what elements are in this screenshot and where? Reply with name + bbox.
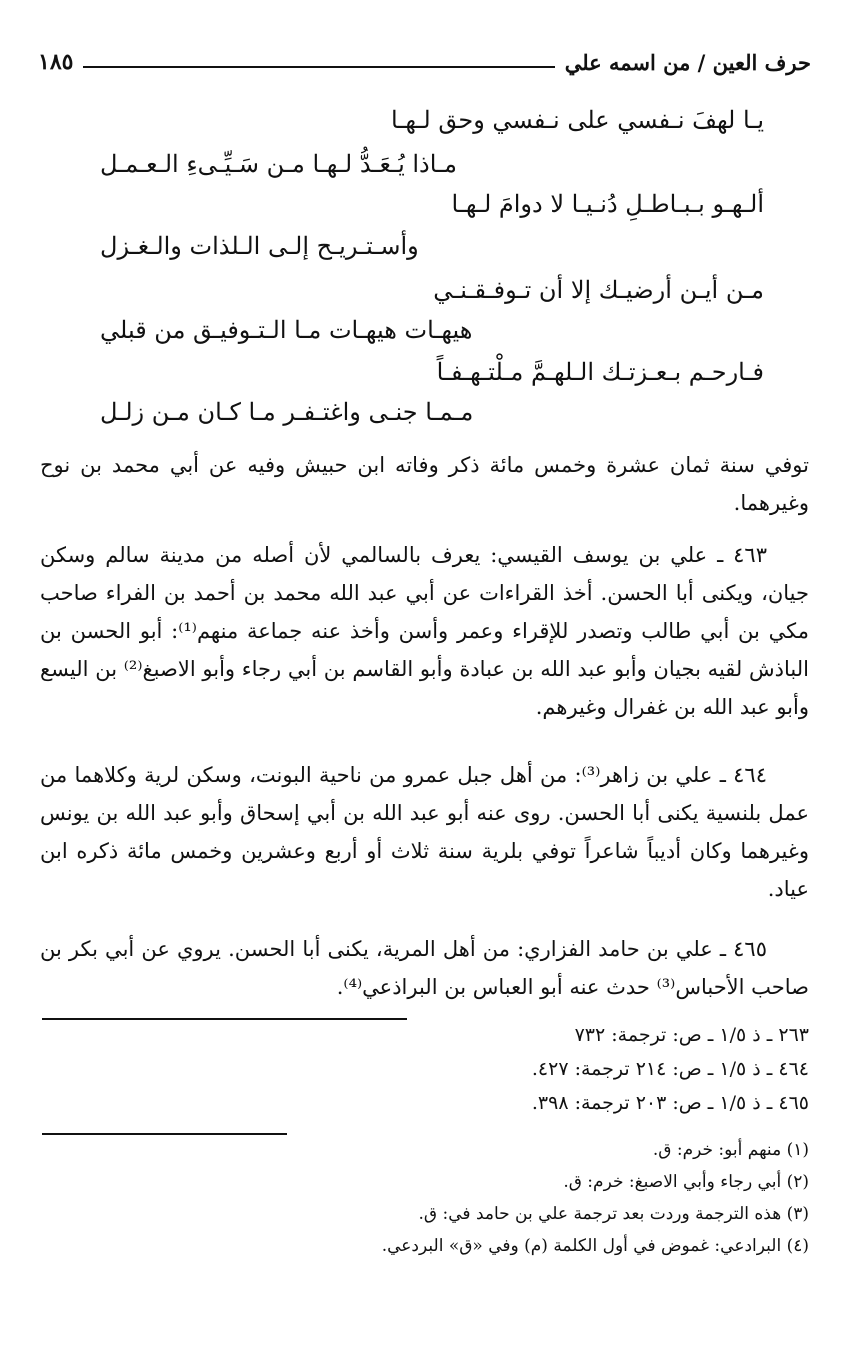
source-line: ٤٦٥ ـ ذ ١/٥ ـ ص: ٢٠٣ ترجمة: ٣٩٨. (531, 1092, 809, 1114)
poem-verse: مـن أيـن أرضيـك إلا أن تـوفـقـنـي (433, 276, 764, 304)
page-number: ١٨٥ (38, 49, 74, 75)
poem-verse: هيهـات هيهـات مـا الـتـوفيـق من قبلي (100, 316, 473, 344)
footnote: (٣) هذه الترجمة وردت بعد ترجمة علي بن حامد في: ق. (418, 1204, 809, 1224)
poem-verse: ألـهـو بـبـاطـلِ دُنـيـا لا دوامَ لـهـا (451, 190, 764, 218)
poem-verse: مـمـا جنـى واغتـفـر مـا كـان مـن زلـل (100, 398, 474, 426)
footnote: (٤) البرادعي: غموض في أول الكلمة (م) وفي «ق» البردعي. (381, 1236, 809, 1256)
source-line: ٢٦٣ ـ ذ ١/٥ ـ ص: ترجمة: ٧٣٢ (574, 1024, 809, 1046)
footnote: (٢) أبي رجاء وأبي الاصبغ: خرم: ق. (563, 1172, 809, 1192)
paragraph-entry-463: ٤٦٣ ـ علي بن يوسف القيسي: يعرف بالسالمي لأن أصله من مدينة سالم وسكن جيان، ويكنى أبا الحسن. أخذ القراءات عن أبي عبد الله محمد بن أحمد بن الفراء صاحب مكي بن أبي طالب وتصدر للإقراء وعمر وأسن وأخذ عنه جماعة منهم⁽¹⁾: أبو الحسن بن الباذش لقيه بجيان وأبو عبد الله بن عبادة وأبو القاسم بن أبي رجاء وأبو الاصبغ⁽²⁾ بن اليسع وأبو عبد الله بن غفرال وغيرهم. (40, 543, 809, 719)
footnotes-rule (42, 1133, 287, 1135)
header-rule (83, 66, 554, 68)
header-title: حرف العين / من اسمه علي (564, 49, 811, 75)
paragraph-entry-464: ٤٦٤ ـ علي بن زاهر⁽³⁾: من أهل جبل عمرو من ناحية البونت، وسكن لرية وكلاهما من عمل بلنسية يكنى أبا الحسن. روى عنه أبو عبد الله بن أبي إسحاق وأبو عبد الله بن يونس وغيرهما وكان أديباً شاعراً توفي بلرية سنة ثلاث أو أربع وعشرين وخمس مائة ذكره ابن عياد. (40, 763, 809, 901)
poem-verse: فـارحـم بـعـزتـك الـلهـمَّ مـلْتـهـفـاً (436, 358, 764, 386)
paragraph-death-note: توفي سنة ثمان عشرة وخمس مائة ذكر وفاته ابن حبيش وفيه عن أبي محمد بن نوح وغيرهما. (40, 453, 809, 515)
running-header (38, 44, 811, 80)
sources-rule (42, 1018, 407, 1020)
poem-verse: يـا لهفَ نـفسي على نـفسي وحق لـهـا (390, 106, 764, 134)
footnote: (١) منهم أبو: خرم: ق. (652, 1140, 809, 1160)
source-line: ٤٦٤ ـ ذ ١/٥ ـ ص: ٢١٤ ترجمة: ٤٢٧. (531, 1058, 809, 1080)
poem-verse: مـاذا يُـعَـدُّ لـهـا مـن سَـيِّـىءِ الـعـمـل (100, 150, 457, 178)
poem-verse: وأسـتـريـح إلـى الـلذات والـغـزل (100, 232, 419, 260)
paragraph-entry-465: ٤٦٥ ـ علي بن حامد الفزاري: من أهل المرية، يكنى أبا الحسن. يروي عن أبي بكر بن صاحب الأحباس⁽³⁾ حدث عنه أبو العباس بن البراذعي⁽⁴⁾. (40, 937, 809, 999)
